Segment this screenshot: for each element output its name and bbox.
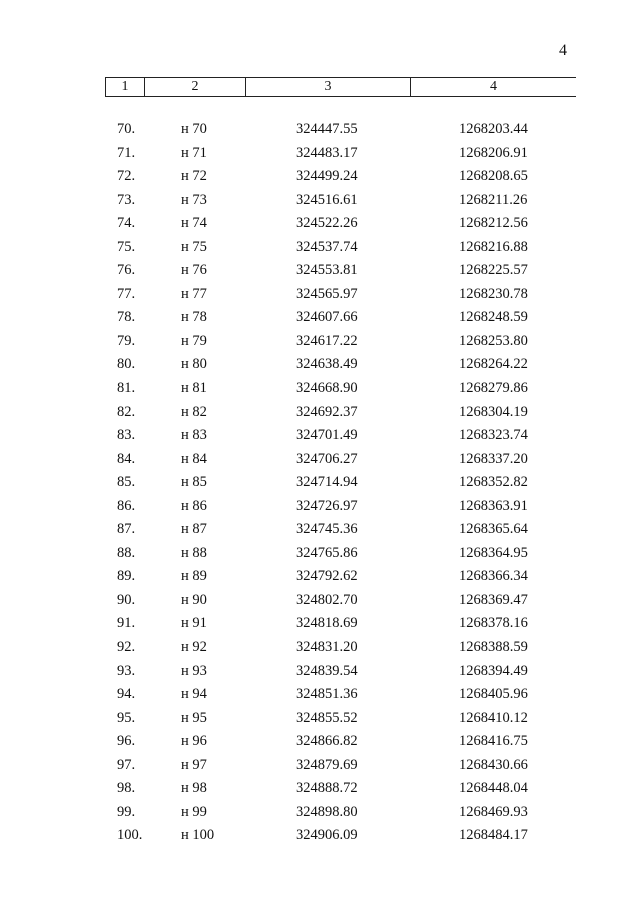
row-number: 76.: [117, 262, 136, 279]
table-row: [0, 777, 639, 801]
point-name: н 79: [181, 332, 207, 349]
point-name: н 94: [181, 686, 207, 703]
coordinate-x: 324714.94: [296, 474, 358, 491]
row-number: 71.: [117, 144, 136, 161]
coordinate-y: 1268430.66: [459, 756, 528, 773]
point-name: н 91: [181, 615, 207, 632]
coordinate-y: 1268469.93: [459, 803, 528, 820]
point-name: н 86: [181, 497, 207, 514]
coordinate-y: 1268323.74: [459, 427, 528, 444]
table-row: [0, 448, 639, 472]
row-number: 87.: [117, 521, 136, 538]
coordinate-y: 1268304.19: [459, 403, 528, 420]
row-number: 89.: [117, 568, 136, 585]
row-number: 99.: [117, 803, 136, 820]
row-number: 72.: [117, 168, 136, 185]
coordinate-x: 324726.97: [296, 497, 358, 514]
point-name: н 81: [181, 380, 207, 397]
table-row: [0, 801, 639, 825]
point-name: н 84: [181, 450, 207, 467]
point-name: н 95: [181, 709, 207, 726]
coordinate-y: 1268208.65: [459, 168, 528, 185]
table-header: [105, 77, 576, 97]
coordinate-y: 1268216.88: [459, 238, 528, 255]
coordinate-x: 324792.62: [296, 568, 358, 585]
row-number: 78.: [117, 309, 136, 326]
coordinate-y: 1268248.59: [459, 309, 528, 326]
coordinate-y: 1268206.91: [459, 144, 528, 161]
table-row: [0, 353, 639, 377]
coordinate-x: 324607.66: [296, 309, 358, 326]
coordinate-y: 1268378.16: [459, 615, 528, 632]
point-name: н 97: [181, 756, 207, 773]
table-row: [0, 142, 639, 166]
coordinate-x: 324879.69: [296, 756, 358, 773]
row-number: 77.: [117, 285, 136, 302]
table-row: [0, 330, 639, 354]
coordinate-x: 324701.49: [296, 427, 358, 444]
table-row: [0, 707, 639, 731]
table-row: [0, 401, 639, 425]
row-number: 79.: [117, 332, 136, 349]
coordinate-y: 1268394.49: [459, 662, 528, 679]
coordinate-x: 324706.27: [296, 450, 358, 467]
row-number: 98.: [117, 780, 136, 797]
coordinate-x: 324818.69: [296, 615, 358, 632]
coordinate-y: 1268352.82: [459, 474, 528, 491]
coordinate-y: 1268405.96: [459, 686, 528, 703]
coordinate-y: 1268264.22: [459, 356, 528, 373]
row-number: 90.: [117, 591, 136, 608]
row-number: 82.: [117, 403, 136, 420]
coordinate-x: 324553.81: [296, 262, 358, 279]
point-name: н 89: [181, 568, 207, 585]
table-row: [0, 542, 639, 566]
table-row: [0, 259, 639, 283]
table-row: [0, 612, 639, 636]
row-number: 93.: [117, 662, 136, 679]
row-number: 86.: [117, 497, 136, 514]
coordinate-table-body: [0, 118, 639, 848]
row-number: 73.: [117, 191, 136, 208]
page-number: 4: [559, 42, 567, 59]
row-number: 92.: [117, 639, 136, 656]
row-number: 70.: [117, 121, 136, 137]
coordinate-y: 1268211.26: [459, 191, 528, 208]
table-row: [0, 306, 639, 330]
coordinate-x: 324522.26: [296, 215, 358, 232]
coordinate-y: 1268410.12: [459, 709, 528, 726]
header-col-4: 4: [410, 78, 576, 96]
coordinate-x: 324851.36: [296, 686, 358, 703]
row-number: 84.: [117, 450, 136, 467]
row-number: 97.: [117, 756, 136, 773]
coordinate-x: 324888.72: [296, 780, 358, 797]
row-number: 83.: [117, 427, 136, 444]
coordinate-y: 1268366.34: [459, 568, 528, 585]
point-name: н 72: [181, 168, 207, 185]
point-name: н 90: [181, 591, 207, 608]
coordinate-x: 324866.82: [296, 733, 358, 750]
coordinate-x: 324898.80: [296, 803, 358, 820]
table-row: [0, 660, 639, 684]
point-name: н 82: [181, 403, 207, 420]
coordinate-x: 324765.86: [296, 544, 358, 561]
point-name: н 93: [181, 662, 207, 679]
point-name: н 100: [181, 827, 215, 844]
point-name: н 74: [181, 215, 207, 232]
coordinate-y: 1268388.59: [459, 639, 528, 656]
row-number: 80.: [117, 356, 136, 373]
row-number: 94.: [117, 686, 136, 703]
table-row: [0, 730, 639, 754]
table-row: [0, 824, 639, 848]
point-name: н 83: [181, 427, 207, 444]
table-row: [0, 118, 639, 142]
coordinate-y: 1268253.80: [459, 332, 528, 349]
coordinate-y: 1268365.64: [459, 521, 528, 538]
coordinate-y: 1268363.91: [459, 497, 528, 514]
point-name: н 96: [181, 733, 207, 750]
coordinate-x: 324516.61: [296, 191, 358, 208]
coordinate-y: 1268212.56: [459, 215, 528, 232]
coordinate-x: 324565.97: [296, 285, 358, 302]
coordinate-x: 324617.22: [296, 332, 358, 349]
row-number: 88.: [117, 544, 136, 561]
coordinate-x: 324483.17: [296, 144, 358, 161]
table-row: [0, 471, 639, 495]
point-name: н 73: [181, 191, 207, 208]
table-row: [0, 754, 639, 778]
point-name: н 80: [181, 356, 207, 373]
row-number: 96.: [117, 733, 136, 750]
row-number: 75.: [117, 238, 136, 255]
coordinate-y: 1268230.78: [459, 285, 528, 302]
point-name: н 99: [181, 803, 207, 820]
point-name: н 92: [181, 639, 207, 656]
coordinate-x: 324839.54: [296, 662, 358, 679]
point-name: н 78: [181, 309, 207, 326]
coordinate-x: 324668.90: [296, 380, 358, 397]
coordinate-x: 324745.36: [296, 521, 358, 538]
table-row: [0, 212, 639, 236]
table-row: [0, 283, 639, 307]
coordinate-y: 1268416.75: [459, 733, 528, 750]
header-col-3: 3: [245, 78, 410, 96]
coordinate-x: 324831.20: [296, 639, 358, 656]
table-row: [0, 165, 639, 189]
table-row: [0, 495, 639, 519]
coordinate-y: 1268203.44: [459, 121, 528, 137]
coordinate-y: 1268484.17: [459, 827, 528, 844]
row-number: 91.: [117, 615, 136, 632]
coordinate-x: 324638.49: [296, 356, 358, 373]
coordinate-x: 324537.74: [296, 238, 358, 255]
table-row: [0, 589, 639, 613]
coordinate-x: 324499.24: [296, 168, 358, 185]
point-name: н 76: [181, 262, 207, 279]
coordinate-y: 1268279.86: [459, 380, 528, 397]
header-col-1: 1: [105, 78, 144, 96]
table-row: [0, 424, 639, 448]
row-number: 100.: [117, 827, 143, 844]
row-number: 74.: [117, 215, 136, 232]
header-col-2: 2: [144, 78, 245, 96]
point-name: н 71: [181, 144, 207, 161]
table-row: [0, 377, 639, 401]
coordinate-x: 324855.52: [296, 709, 358, 726]
coordinate-x: 324692.37: [296, 403, 358, 420]
point-name: н 98: [181, 780, 207, 797]
table-row: [0, 518, 639, 542]
table-row: [0, 189, 639, 213]
table-row: [0, 236, 639, 260]
coordinate-y: 1268337.20: [459, 450, 528, 467]
point-name: н 77: [181, 285, 207, 302]
coordinate-y: 1268364.95: [459, 544, 528, 561]
table-row: [0, 636, 639, 660]
coordinate-x: 324906.09: [296, 827, 358, 844]
point-name: н 75: [181, 238, 207, 255]
point-name: н 85: [181, 474, 207, 491]
table-row: [0, 683, 639, 707]
row-number: 81.: [117, 380, 136, 397]
coordinate-y: 1268448.04: [459, 780, 528, 797]
row-number: 95.: [117, 709, 136, 726]
coordinate-y: 1268225.57: [459, 262, 528, 279]
point-name: н 87: [181, 521, 207, 538]
point-name: н 88: [181, 544, 207, 561]
point-name: н 70: [181, 121, 207, 137]
row-number: 85.: [117, 474, 136, 491]
table-row: [0, 565, 639, 589]
coordinate-x: 324447.55: [296, 121, 358, 137]
coordinate-x: 324802.70: [296, 591, 358, 608]
coordinate-y: 1268369.47: [459, 591, 528, 608]
